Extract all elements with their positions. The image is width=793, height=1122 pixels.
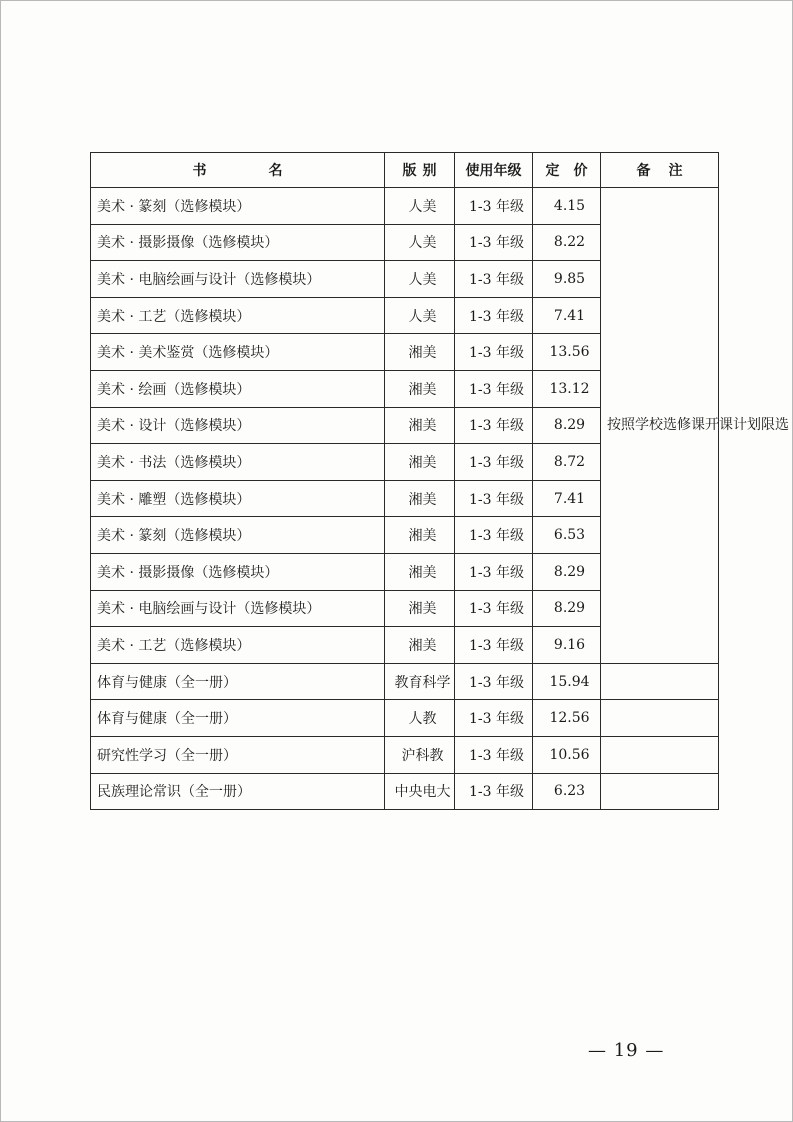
table-row <box>91 188 719 225</box>
cell-price: 7.41 <box>533 480 601 517</box>
cell-grade: 1-3 年级 <box>455 480 533 517</box>
cell-publisher: 湘美 <box>385 553 455 590</box>
table-row <box>91 736 719 773</box>
cell-book-name: 美术 · 摄影摄像（选修模块） <box>91 553 385 590</box>
textbook-price-table <box>90 152 789 810</box>
cell-grade: 1-3 年级 <box>455 224 533 261</box>
cell-publisher: 湘美 <box>385 407 455 444</box>
cell-price: 12.56 <box>533 700 601 737</box>
cell-publisher: 湘美 <box>385 480 455 517</box>
cell-grade: 1-3 年级 <box>455 261 533 298</box>
cell-publisher: 湘美 <box>385 444 455 481</box>
cell-grade: 1-3 年级 <box>455 590 533 627</box>
header-book-name: 书名 <box>91 153 385 188</box>
cell-publisher: 湘美 <box>385 590 455 627</box>
table-row <box>91 700 719 737</box>
cell-publisher: 中央电大 <box>385 773 455 810</box>
cell-price: 6.23 <box>533 773 601 810</box>
cell-price: 9.16 <box>533 627 601 664</box>
cell-publisher: 沪科教 <box>385 736 455 773</box>
cell-grade: 1-3 年级 <box>455 370 533 407</box>
cell-publisher: 人美 <box>385 188 455 225</box>
cell-publisher: 湘美 <box>385 370 455 407</box>
cell-book-name: 美术 · 电脑绘画与设计（选修模块） <box>91 261 385 298</box>
cell-note <box>601 736 719 773</box>
cell-book-name: 美术 · 美术鉴赏（选修模块） <box>91 334 385 371</box>
cell-book-name: 美术 · 工艺（选修模块） <box>91 627 385 664</box>
cell-note-merged: 按照学校选修课开课计划限选 <box>601 188 719 664</box>
cell-grade: 1-3 年级 <box>455 736 533 773</box>
cell-publisher: 教育科学 <box>385 663 455 700</box>
table-row <box>91 773 719 810</box>
header-publisher: 版别 <box>385 153 455 188</box>
cell-price: 8.29 <box>533 407 601 444</box>
cell-book-name: 体育与健康（全一册） <box>91 700 385 737</box>
header-price: 定价 <box>533 153 601 188</box>
cell-grade: 1-3 年级 <box>455 553 533 590</box>
cell-note <box>601 773 719 810</box>
cell-grade: 1-3 年级 <box>455 407 533 444</box>
cell-price: 13.12 <box>533 370 601 407</box>
cell-book-name: 美术 · 摄影摄像（选修模块） <box>91 224 385 261</box>
cell-grade: 1-3 年级 <box>455 773 533 810</box>
cell-publisher: 人教 <box>385 700 455 737</box>
cell-book-name: 美术 · 工艺（选修模块） <box>91 297 385 334</box>
cell-publisher: 湘美 <box>385 517 455 554</box>
cell-price: 8.29 <box>533 590 601 627</box>
cell-publisher: 湘美 <box>385 627 455 664</box>
cell-grade: 1-3 年级 <box>455 188 533 225</box>
cell-book-name: 美术 · 雕塑（选修模块） <box>91 480 385 517</box>
cell-note <box>601 663 719 700</box>
cell-book-name: 美术 · 绘画（选修模块） <box>91 370 385 407</box>
cell-publisher: 人美 <box>385 297 455 334</box>
cell-grade: 1-3 年级 <box>455 627 533 664</box>
textbook-table-container <box>90 152 789 810</box>
cell-book-name: 体育与健康（全一册） <box>91 663 385 700</box>
table-header-row <box>91 153 719 188</box>
cell-price: 8.29 <box>533 553 601 590</box>
cell-price: 9.85 <box>533 261 601 298</box>
table-row <box>91 663 719 700</box>
cell-grade: 1-3 年级 <box>455 700 533 737</box>
cell-book-name: 美术 · 书法（选修模块） <box>91 444 385 481</box>
cell-price: 15.94 <box>533 663 601 700</box>
cell-book-name: 美术 · 电脑绘画与设计（选修模块） <box>91 590 385 627</box>
cell-price: 10.56 <box>533 736 601 773</box>
cell-price: 6.53 <box>533 517 601 554</box>
header-note: 备注 <box>601 153 719 188</box>
table-body <box>91 188 789 810</box>
cell-publisher: 人美 <box>385 224 455 261</box>
cell-book-name: 民族理论常识（全一册） <box>91 773 385 810</box>
cell-grade: 1-3 年级 <box>455 297 533 334</box>
cell-price: 8.72 <box>533 444 601 481</box>
cell-publisher: 湘美 <box>385 334 455 371</box>
cell-grade: 1-3 年级 <box>455 334 533 371</box>
cell-publisher: 人美 <box>385 261 455 298</box>
cell-price: 13.56 <box>533 334 601 371</box>
header-grade: 使用年级 <box>455 153 533 188</box>
cell-book-name: 美术 · 设计（选修模块） <box>91 407 385 444</box>
cell-book-name: 美术 · 篆刻（选修模块） <box>91 188 385 225</box>
cell-book-name: 美术 · 篆刻（选修模块） <box>91 517 385 554</box>
cell-book-name: 研究性学习（全一册） <box>91 736 385 773</box>
cell-grade: 1-3 年级 <box>455 444 533 481</box>
page-number: — 19 — <box>588 1040 665 1061</box>
cell-grade: 1-3 年级 <box>455 517 533 554</box>
cell-price: 4.15 <box>533 188 601 225</box>
cell-price: 8.22 <box>533 224 601 261</box>
cell-note <box>601 700 719 737</box>
cell-price: 7.41 <box>533 297 601 334</box>
cell-grade: 1-3 年级 <box>455 663 533 700</box>
